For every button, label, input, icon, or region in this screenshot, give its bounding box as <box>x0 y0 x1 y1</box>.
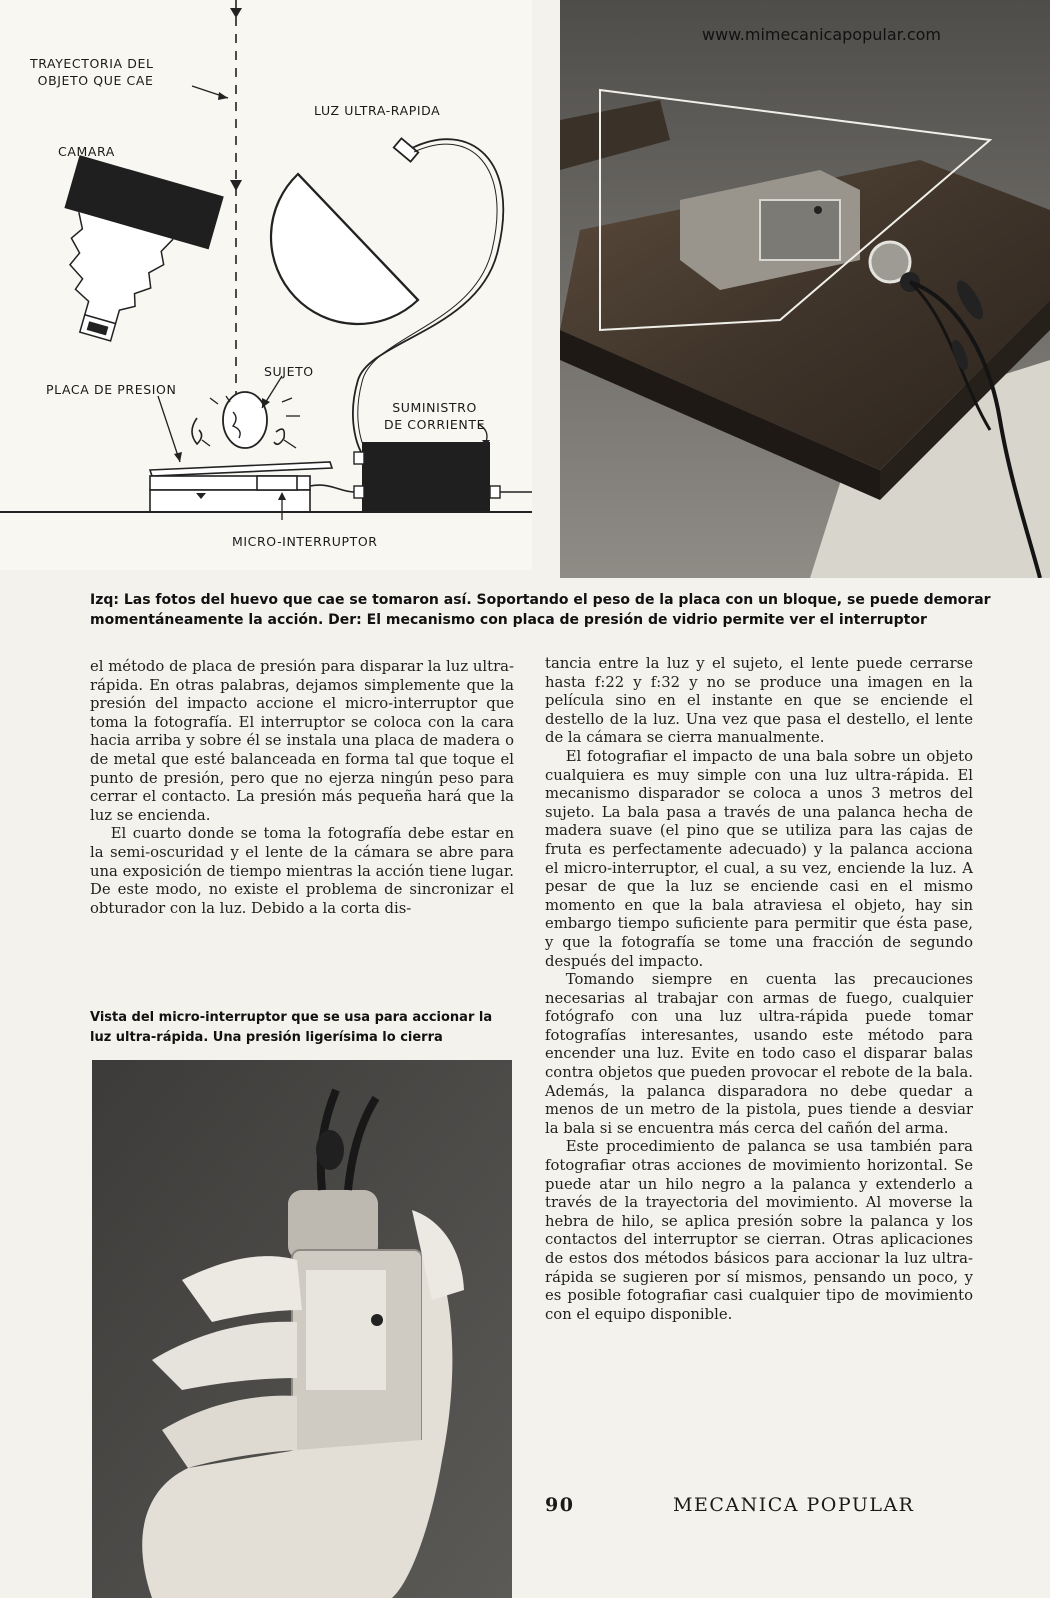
website-watermark: www.mimecanicapopular.com <box>702 25 941 44</box>
camera-label: CAMARA <box>58 144 115 159</box>
power-supply-label: SUMINISTRO DE CORRIENTE <box>384 400 486 432</box>
article-column-right <box>545 655 973 1324</box>
micro-switch-photo <box>92 1060 512 1598</box>
magazine-name: MECANICA POPULAR <box>673 1494 915 1516</box>
article-paragraph: Este procedimiento de palanca se usa también para fotografiar otras acciones de movimiento horizontal. Se puede atar un hilo negro a la palanca y extenderlo a través de la trayectoria del movimiento. Al moverse la hebra de hilo, se aplica presión sobre la palanca y los contactos del interruptor se cierran. Otras aplicaciones de estos dos métodos básicos para accionar la luz ultra-rápida se sugieren por sí mismos, pensando un poco, y es posible fotografiar casi cualquier tipo de movimiento con el equipo disponible. <box>545 1138 973 1323</box>
micro-switch-photo-drawing <box>92 1060 512 1598</box>
pressure-plate-photo-drawing <box>560 0 1050 578</box>
setup-diagram <box>0 0 532 570</box>
article-paragraph: Tomando siempre en cuenta las precauciones necesarias al trabajar con armas de fuego, cualquier fotógrafo con una luz ultra-rápida puede tomar fotografías interesantes, usando este método para encender una luz. Evite en todo caso el disparar balas contra objetos que pueden provocar el rebote de la bala. Además, la palanca disparadora no debe quedar a menos de un metro de la pistola, pues tiende a desviar la bala si se encuentra más cerca del cañón del arma. <box>545 971 973 1137</box>
trajectory-arrow-top <box>230 8 242 18</box>
micro-switch-label: MICRO-INTERRUPTOR <box>232 534 378 549</box>
page-number: 90 <box>545 1494 575 1516</box>
power-supply-drawing <box>310 424 532 512</box>
subject-label: SUJETO <box>264 364 314 379</box>
figure-caption-top: Izq: Las fotos del huevo que cae se tomaron así. Soportando el peso de la placa con un bloque, se puede demorar momentáneamente la acción. Der: El mecanismo con placa de presión de vidrio permite ver el interruptor <box>90 592 991 628</box>
trajectory-label: TRAYECTORIA DEL OBJETO QUE CAE <box>30 56 154 88</box>
micro-switch-caption: Vista del micro-interruptor que se usa para accionar la luz ultra-rápida. Una presión ligerísima lo cierra <box>90 1010 493 1045</box>
pressure-plate-photo <box>560 0 1050 578</box>
article-paragraph: el método de placa de presión para disparar la luz ultra-rápida. En otras palabras, dejamos simplemente que la presión del impacto accione el micro-interruptor que toma la fotografía. El interruptor se coloca con la cara hacia arriba y sobre él se instala una placa de madera o de metal que esté balanceada en forma tal que toque el punto de presión, pero que no ejerza ningún peso para cerrar el contacto. La presión más pequeña hará que la luz se encienda. <box>90 658 514 824</box>
flash-label: LUZ ULTRA-RAPIDA <box>314 103 441 118</box>
pressure-plate-label: PLACA DE PRESION <box>46 382 177 397</box>
article-paragraph: El fotografiar el impacto de una bala sobre un objeto cualquiera es muy simple con una luz ultra-rápida. El mecanismo disparador se coloca a unos 3 metros del sujeto. La bala pasa a través de una palanca hecha de madera suave (el pino que se utiliza para las cajas de fruta es perfectamente adecuado) y la palanca acciona el micro-interruptor, el cual, a su vez, enciende la luz. A pesar de que la luz se enciende casi en el mismo momento en que la bala atraviesa el objeto, hay sin embargo tiempo suficiente para permitir que ésta pase, y que la fotografía se tome una fracción de segundo después del impacto. <box>545 747 973 970</box>
camera-drawing <box>33 155 224 360</box>
trajectory-arrow-mid <box>230 180 242 191</box>
article-paragraph: El cuarto donde se toma la fotografía debe estar en la semi-oscuridad y el lente de la cámara se abre para una exposición de tiempo mientras la acción tiene lugar. De este modo, no existe el problema de sincronizar el obturador con la luz. Debido a la corta dis- <box>90 825 514 917</box>
article-paragraph: tancia entre la luz y el sujeto, el lente puede cerrarse hasta f:22 y f:32 y no se produce una imagen en la película sino en el instante en que se enciende el destello de la luz. Una vez que pasa el destello, el lente de la cámara se cierra manualmente. <box>545 655 973 747</box>
article-column-left <box>90 658 514 918</box>
egg-subject-drawing <box>192 376 300 448</box>
